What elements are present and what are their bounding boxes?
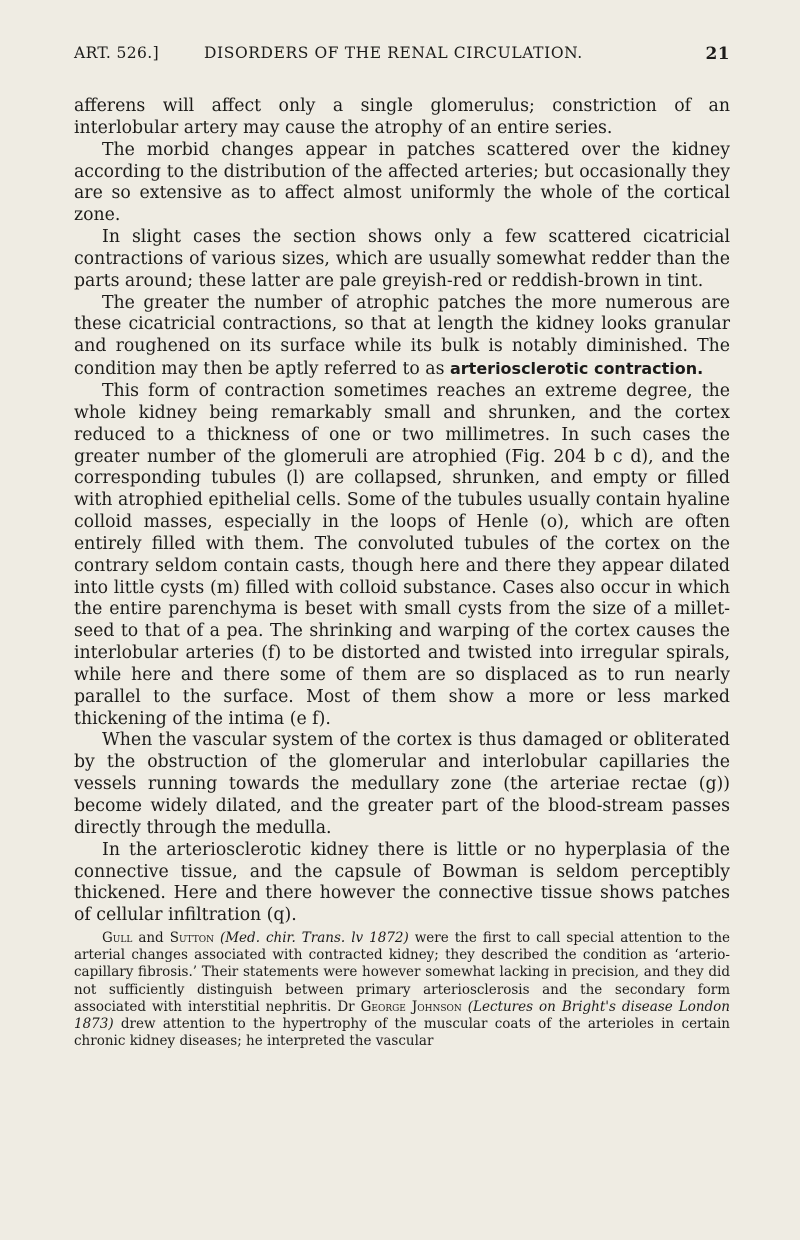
footnote: Gull and Sutton (Med. chir. Trans. lv 1872) were the first to call special attention to the arterial changes associated with contracted kidney; they described the condition as ‘arterio-capillary fibrosis.’ Their statements were however somewhat lacking in precision, and they did not sufficiently distinguish between primary arteriosclerosis and the secondary form associated with interstitial nephritis. Dr George Johnson (Lectures on Bright's disease London 1873) drew attention to the hypertrophy of the muscular coats of the arterioles in certain chronic kidney diseases; he interpreted the vascular	[74, 930, 730, 1050]
article-number: ART. 526.]	[74, 44, 160, 62]
chapter-title: DISORDERS OF THE RENAL CIRCULATION.	[204, 44, 583, 62]
main-text	[74, 96, 730, 927]
author-name: George Johnson	[360, 998, 462, 1015]
paragraph: The greater the number of atrophic patches the more numerous are these cicatricial contractions, so that at length the kidney looks granular and roughened on its surface while its bulk is notably diminished. The condition may then be aptly referred to as arteriosclerotic contraction.	[74, 292, 730, 380]
author-name: Sutton	[169, 930, 214, 947]
page-number: 21	[705, 44, 730, 64]
paragraph: The morbid changes appear in patches scattered over the kidney according to the distribution of the affected arteries; but occasionally they are so extensive as to affect almost uniformly the whole of the cortical zone.	[74, 139, 730, 226]
paragraph: afferens will affect only a single glomerulus; constriction of an interlobular artery may cause the atrophy of an entire series.	[74, 96, 730, 138]
paragraph: When the vascular system of the cortex is thus damaged or obliterated by the obstruction of the glomerular and interlobular capillaries the vessels running towards the medullary zone (the arteriae rectae (g)) become widely dilated, and the greater part of the blood-stream passes directly through the medulla.	[74, 730, 730, 838]
citation: (Lectures on Bright's disease London 1873)	[74, 998, 730, 1033]
bold-term: arteriosclerotic contraction.	[449, 359, 704, 379]
citation: (Med. chir. Trans. lv 1872)	[219, 930, 409, 947]
author-name: Gull	[102, 930, 133, 947]
paragraph: In the arteriosclerotic kidney there is little or no hyperplasia of the connective tissue, and the capsule of Bowman is seldom perceptibly thickened. Here and there however the connective tissue shows patches of cellular infiltration (q).	[74, 839, 730, 926]
book-page	[74, 44, 730, 1050]
paragraph: In slight cases the section shows only a few scattered cicatricial contractions of various sizes, which are usually somewhat redder than the parts around; these latter are pale greyish-red or reddish-brown in tint.	[74, 227, 730, 291]
paragraph: This form of contraction sometimes reaches an extreme degree, the whole kidney being remarkably small and shrunken, and the cortex reduced to a thickness of one or two millimetres. In such cases the greater number of the glomeruli are atrophied (Fig. 204 b c d), and the corresponding tubules (l) are collapsed, shrunken, and empty or filled with atrophied epithelial cells. Some of the tubules usually contain hyaline colloid masses, especially in the loops of Henle (o), which are often entirely filled with them. The convoluted tubules of the cortex on the contrary seldom contain casts, though here and there they appear dilated into little cysts (m) filled with colloid substance. Cases also occur in which the entire parenchyma is beset with small cysts from the size of a millet-seed to that of a pea. The shrinking and warping of the cortex causes the interlobular arteries (f) to be distorted and twisted into irregular spirals, while here and there some of them are so displaced as to run nearly parallel to the surface. Most of them show a more or less marked thickening of the intima (e f).	[74, 380, 730, 729]
running-header	[74, 44, 730, 74]
